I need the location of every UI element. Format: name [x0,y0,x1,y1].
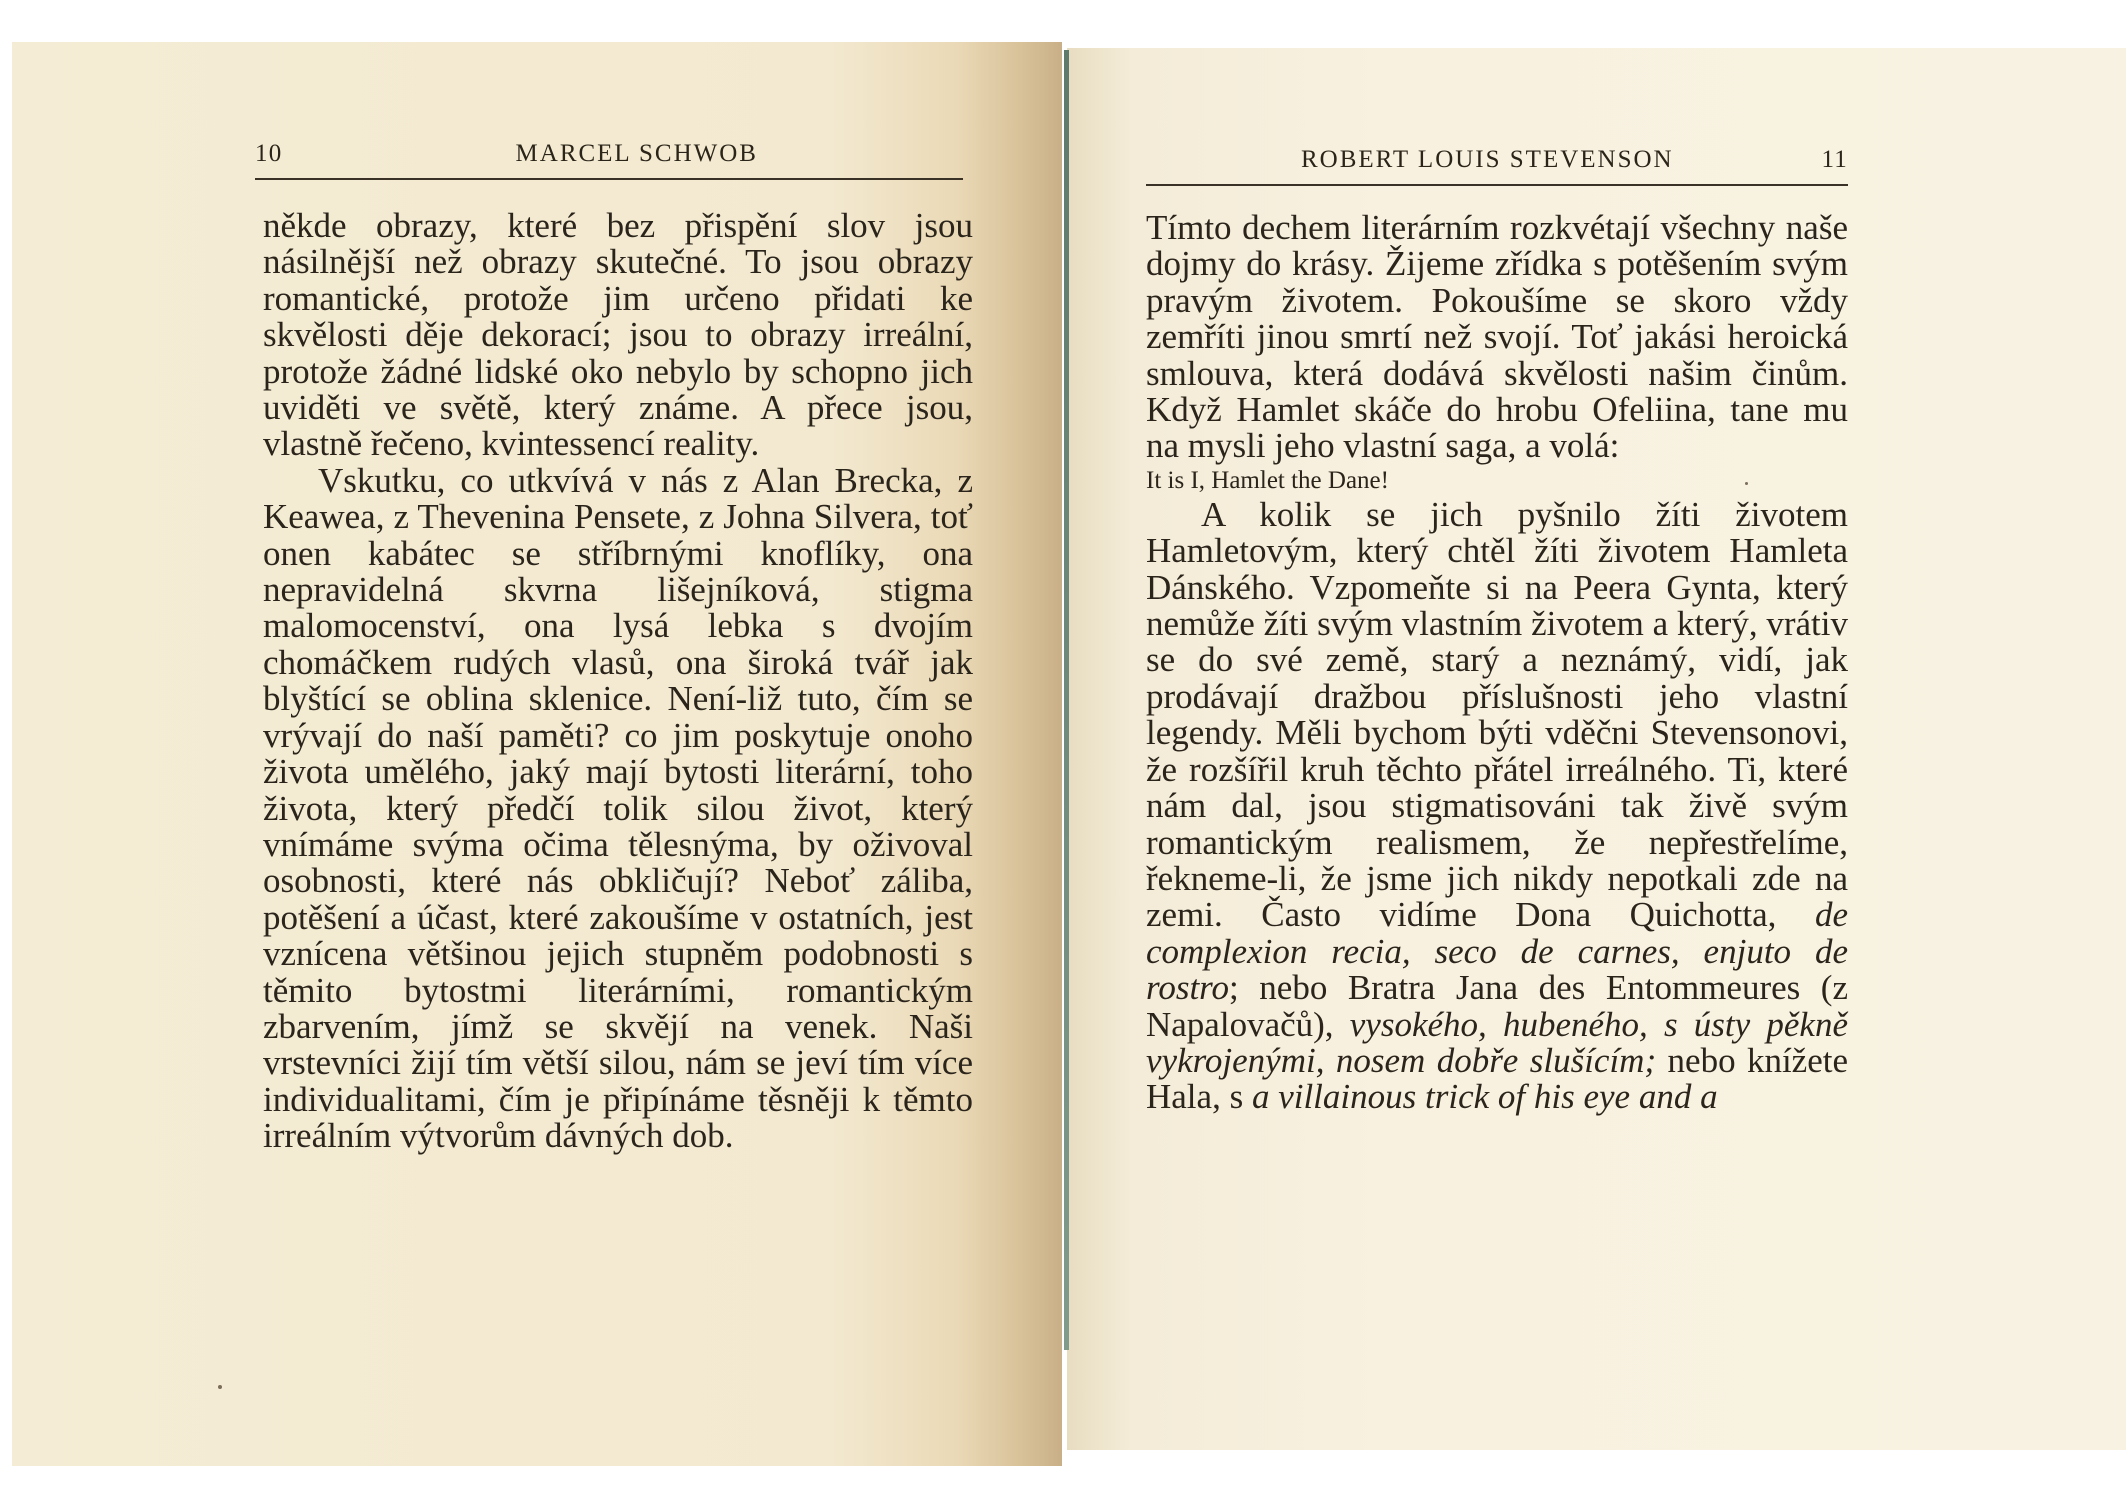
paragraph-text: nebo knížete Hala, s [1146,1040,1849,1117]
right-running-header [1146,146,1848,174]
paragraph-text: A kolik se jich pyšnilo žíti životem Hamletovým, který chtěl žíti životem Hamleta Dánského. Vzpomeňte si na Peera Gynta, který nemůže žíti svým vlastním životem a který, vrátiv se do své země, starý a neznámý, vidí, jak prodávají dražbou příslušnosti jeho vlastní legendy. Měli bychom býti vděčni Stevensonovi, že rozšířil kruh těchto přátel irreálného. Ti, které nám dal, jsou stigmatisováni tak živě svým romantickým realismem, že nepřestřelíme, řekneme-li, že jsme jich nikdy nepotkali zde na zemi. Často vidíme Dona Quichotta, [1146,494,1848,935]
paragraph-text: ; nebo Bratra Jana des Entommeures (z Napalovačů), [1146,968,1848,1044]
left-paragraph-1: někde obrazy, které bez přispění slov jsou násilnější než obrazy skutečné. To jsou obrazy romantické, protože jim určeno přidati ke skvělosti děje dekorací; jsou to obrazy irreální, protože žádné lidské oko nebylo by schopno jich uviděti ve světě, který známe. A přece jsou, vlastně řečeno, kvintessencí reality. [263,206,973,464]
right-paragraph-1: Tímto dechem literárním rozkvétají všechny naše dojmy do krásy. Žijeme zřídka s potěšením svým pravým životem. Pokoušíme se skoro vždy zemříti jinou smrtí než svojí. Toť jakási heroická smlouva, která dodává skvělosti našim činům. Když Hamlet skáče do hrobu Ofeliina, tane mu na mysli jeho vlastní saga, a volá: [1146,208,1848,466]
book-spine-edge [1064,50,1069,1350]
paper-speck [218,1385,222,1389]
hamlet-quote: It is I, Hamlet the Dane! [1146,466,1389,494]
left-header-rule [255,178,963,180]
italic-quote: de complexion recia, seco de carnes, enjuto de rostro [1146,895,1849,1008]
left-running-head: MARCEL SCHWOB [515,140,758,167]
right-page-number: 11 [1821,146,1848,173]
right-text-body [1146,210,1848,1116]
right-running-head: ROBERT LOUIS STEVENSON [1301,146,1674,173]
paper-speck [1745,482,1748,485]
left-paragraph-2: Vskutku, co utkvívá v nás z Alan Brecka, z Keawea, z Thevenina Pensete, z Johna Silvera, toť onen kabátec se stříbrnými knoflíky, ona nepravidelná skvrna lišejníková, stigma malomocenství, ona lysá lebka s dvojím chomáčkem rudých vlasů, ona široká tvář jak blyštící se oblina sklenice. Není-liž tuto, čím se vrývají do naší paměti? co jim poskytuje onoho života umělého, jaký mají bytosti literární, toho života, který předčí tolik silou život, který vnímáme svýma očima tělesnýma, by oživoval osobnosti, které nás obkličují? Neboť záliba, potěšení a účast, které zakoušíme v ostatních, jest vznícena většinou jejich stupněm podobnosti s těmito bytostmi literárními, romantickým zbarvením, jímž se skvějí na venek. Naši vrstevníci žijí tím větší silou, nám se jeví tím více individualitami, čím je připínáme těsněji k těmto irreálním výtvorům dávných dob. [263,460,973,1156]
left-page-number: 10 [255,140,283,167]
right-header-rule [1146,184,1848,186]
italic-quote: vysokého, hubeného, s ústy pěkně vykrojenými, nosem dobře slušícím; [1146,1004,1848,1080]
left-text-body [263,208,973,1155]
right-paragraph-2 [1146,494,1849,1117]
left-running-header [255,140,963,168]
italic-quote: a villainous trick of his eye and a [1251,1077,1718,1117]
